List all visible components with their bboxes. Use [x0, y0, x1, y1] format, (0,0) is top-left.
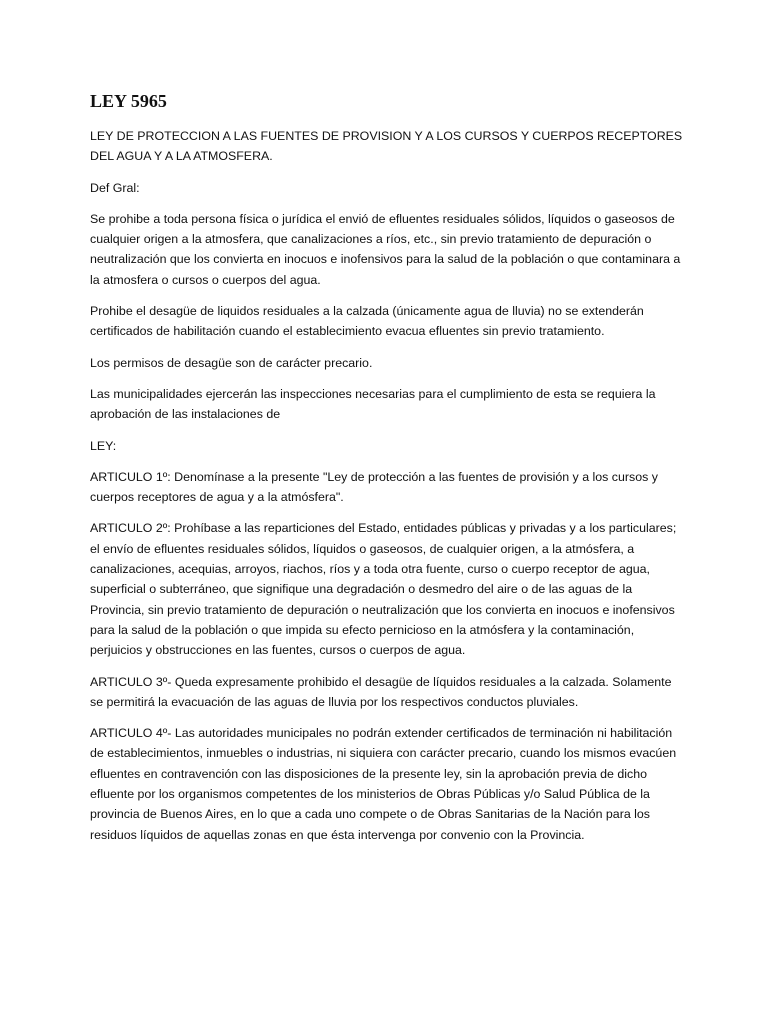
law-heading: LEY:: [90, 438, 117, 453]
definition-heading: Def Gral:: [90, 180, 140, 195]
document-subtitle: LEY DE PROTECCION A LAS FUENTES DE PROVISION Y A LOS CURSOS Y CUERPOS RECEPTORES DEL AGUA Y A LA ATMOSFERA.: [90, 129, 683, 164]
definition-paragraph-3: Los permisos de desagüe son de carácter precario.: [90, 355, 373, 370]
article-1: ARTICULO 1º: Denomínase a la presente "Ley de protección a las fuentes de provisión y a los cursos y cuerpos receptores de agua y a la atmósfera".: [90, 469, 658, 505]
document-title: LEY 5965: [90, 91, 167, 111]
definition-paragraph-1: Se prohibe a toda persona física o jurídica el envió de efluentes residuales sólidos, líquidos o gaseosos de cualquier origen a la atmosfera, que canalizaciones a ríos, etc., sin previo tratamiento de depuración o neutralización que los convierta en inocuos e inofensivos para la salud de la población o que contaminara a la atmosfera o cursos o cuerpos del agua.: [90, 211, 681, 287]
document-page: [90, 88, 688, 856]
article-2: ARTICULO 2º: Prohíbase a las reparticiones del Estado, entidades públicas y privadas y a los particulares; el envío de efluentes residuales sólidos, líquidos o gaseosos, de cualquier origen, a la atmósfera, a canalizaciones, acequias, arroyos, riachos, ríos y a toda otra fuente, curso o cuerpo receptor de agua, superficial o subterráneo, que signifique una degradación o desmedro del aire o de las aguas de la Provincia, sin previo tratamiento de depuración o neutralización que los convierta en inocuos e inofensivos para la salud de la población o que impida su efecto pernicioso en la atmósfera y la contaminación, perjuicios y obstrucciones en las fuentes, cursos o cuerpos de agua.: [90, 521, 677, 658]
article-3: ARTICULO 3º- Queda expresamente prohibido el desagüe de líquidos residuales a la calzada. Solamente se permitirá la evacuación de las aguas de lluvia por los respectivos conductos pluviales.: [90, 674, 672, 709]
definition-paragraph-4: Las municipalidades ejercerán las inspecciones necesarias para el cumplimiento de esta se requiera la aprobación de las instalaciones de: [90, 386, 656, 422]
definition-paragraph-2: Prohibe el desagüe de liquidos residuales a la calzada (únicamente agua de lluvia) no se extenderán certificados de habilitación cuando el establecimiento evacua efluentes sin previo tratamiento.: [90, 304, 644, 339]
article-4: ARTICULO 4º- Las autoridades municipales no podrán extender certificados de terminación ni habilitación de establecimientos, inmuebles o industrias, ni siquiera con carácter precario, cuando los mismos evacúen efluentes en contravención con las disposiciones de la presente ley, sin la aprobación previa de dicho efluente por los organismos competentes de los ministerios de Obras Públicas y/o Salud Pública de la provincia de Buenos Aires, en lo que a cada uno compete o de Obras Sanitarias de la Nación para los residuos líquidos de aquellas zonas en que ésta intervenga por convenio con la Provincia.: [90, 726, 677, 842]
